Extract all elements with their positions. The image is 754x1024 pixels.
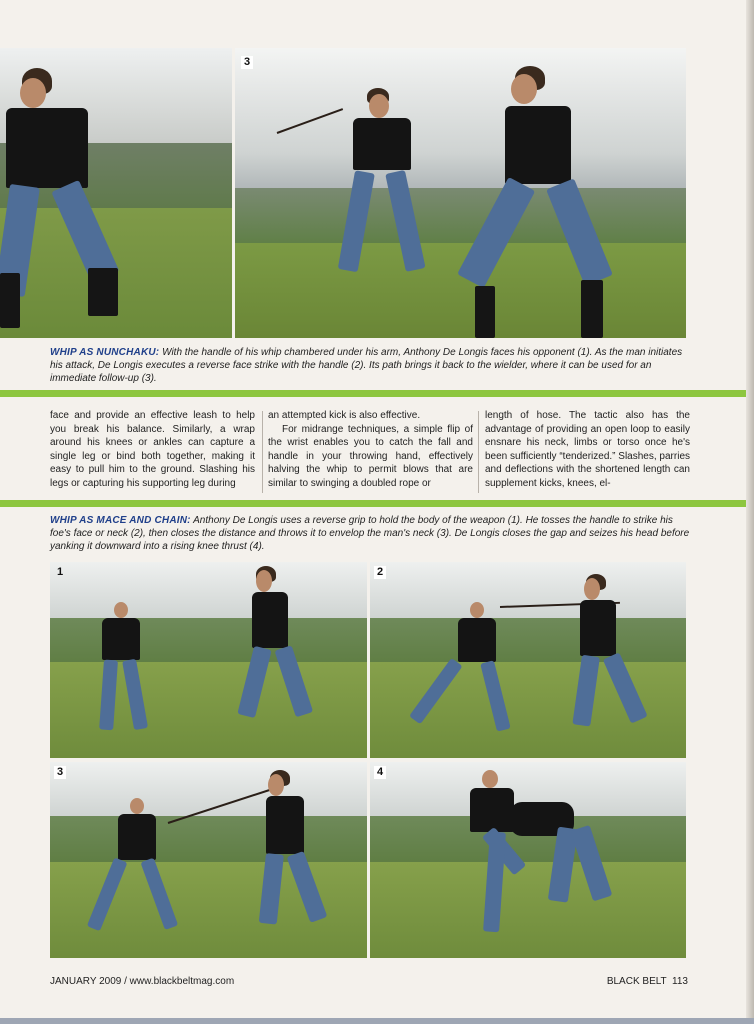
column-divider: [262, 411, 263, 493]
caption-heading: WHIP AS NUNCHAKU:: [50, 347, 160, 358]
panel-number: 1: [57, 566, 64, 578]
photo-mace-2: [370, 562, 686, 758]
column-divider: [478, 411, 479, 493]
column-text: an attempted kick is also effective.: [268, 410, 421, 421]
footer-page-number: BLACK BELT 113: [606, 976, 688, 987]
panel-number: 3: [54, 766, 66, 779]
photo-nunchaku-3: [235, 48, 686, 338]
footer-issue-info: JANUARY 2009 / www.blackbeltmag.com: [50, 976, 235, 987]
article-column-3: [485, 409, 690, 491]
photo-mace-4: [370, 762, 686, 958]
photo-nunchaku-left: [0, 48, 232, 338]
article-column-1: [50, 409, 255, 491]
column-text: length of hose. The tactic also has the advantage of providing an open loop to easily ensnare his neck, limbs or torso once he's been sufficiently “tenderized.” Slashes, parries and deflections with the shortened length can supplement kicks, knees, el-: [485, 410, 690, 489]
photo-mace-1: [50, 562, 367, 758]
page-edge: [746, 0, 754, 1024]
caption-text: With the handle of his whip chambered under his arm, Anthony De Longis faces his opponent (1). As the man initiates his attack, De Longis executes a reverse face strike with the handle (2). Its path brings it back to the wielder, where it can be used for an immediate follow-up (3).: [50, 347, 683, 384]
column-text: face and provide an effective leash to help you break his balance. Similarly, a wrap around his knees or ankles can capture a single leg or bind both together, making it easy to pull him to the ground. Slashing his legs or capturing his supporting leg during: [50, 410, 255, 489]
bottom-band: [0, 1018, 754, 1024]
column-text: For midrange techniques, a simple flip of the wrist enables you to catch the fall and handle in your throwing hand, effectively halving the whip to permit blows that are similar to swinging a doubled rope or: [268, 423, 473, 489]
panel-number: 2: [374, 566, 386, 579]
caption-whip-as-nunchaku: [50, 346, 690, 385]
panel-number: 3: [241, 56, 253, 69]
photo-mace-3: [50, 762, 367, 958]
caption-heading: WHIP AS MACE AND CHAIN:: [50, 515, 191, 526]
panel-number: 4: [374, 766, 386, 779]
divider-rule: [0, 390, 746, 397]
caption-text: Anthony De Longis uses a reverse grip to hold the body of the weapon (1). He tosses the handle to strike his foe's face or neck (2), then closes the distance and throws it to envelop the man's neck (3). De Longis closes the gap and seizes his head before yanking it downward into a rising knee thrust (4).: [50, 515, 690, 552]
caption-whip-as-mace-and-chain: [50, 514, 690, 553]
divider-rule: [0, 500, 746, 507]
article-column-2: [268, 409, 473, 491]
